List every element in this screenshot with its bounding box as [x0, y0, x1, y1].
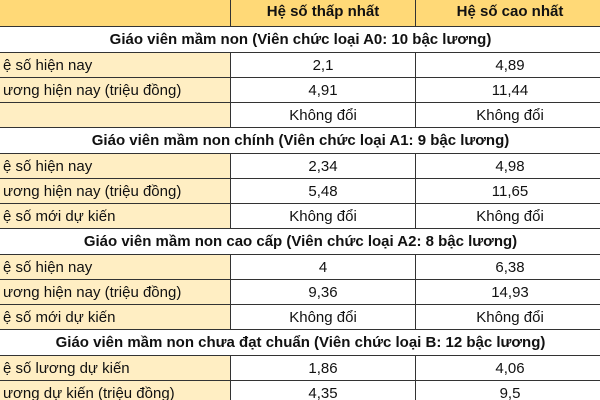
- table-header-row: [0, 0, 600, 27]
- table-row: [0, 78, 600, 103]
- table-row: [0, 280, 600, 305]
- min-coefficient-cell: 4,91: [231, 78, 416, 103]
- max-coefficient-cell: 4,06: [416, 356, 600, 381]
- table-row: [0, 179, 600, 204]
- header-min-coefficient: Hệ số thấp nhất: [231, 0, 416, 27]
- max-coefficient-cell: Không đổi: [416, 103, 600, 128]
- min-coefficient-cell: 9,36: [231, 280, 416, 305]
- max-coefficient-cell: 11,65: [416, 179, 600, 204]
- table-row: [0, 255, 600, 280]
- min-coefficient-cell: Không đổi: [231, 204, 416, 229]
- table-row: [0, 53, 600, 78]
- max-coefficient-cell: 4,89: [416, 53, 600, 78]
- max-coefficient-cell: 6,38: [416, 255, 600, 280]
- min-coefficient-cell: Không đổi: [231, 103, 416, 128]
- table-body: [0, 27, 600, 400]
- row-label: ương dự kiến (triệu đồng): [0, 381, 231, 400]
- row-label: [0, 103, 231, 128]
- row-label: ệ số mới dự kiến: [0, 204, 231, 229]
- max-coefficient-cell: 4,98: [416, 154, 600, 179]
- row-label: ương hiện nay (triệu đồng): [0, 78, 231, 103]
- min-coefficient-cell: 2,1: [231, 53, 416, 78]
- section-title: Giáo viên mầm non (Viên chức loại A0: 10 bậc lương): [0, 27, 600, 53]
- max-coefficient-cell: 11,44: [416, 78, 600, 103]
- header-max-coefficient: Hệ số cao nhất: [416, 0, 600, 27]
- row-label: ương hiện nay (triệu đồng): [0, 179, 231, 204]
- max-coefficient-cell: 9,5: [416, 381, 600, 400]
- table-row: [0, 356, 600, 381]
- row-label: ệ số mới dự kiến: [0, 305, 231, 330]
- min-coefficient-cell: 5,48: [231, 179, 416, 204]
- min-coefficient-cell: 2,34: [231, 154, 416, 179]
- section-title: Giáo viên mầm non chính (Viên chức loại A1: 9 bậc lương): [0, 128, 600, 154]
- min-coefficient-cell: 4: [231, 255, 416, 280]
- row-label: ệ số hiện nay: [0, 154, 231, 179]
- table-row: [0, 103, 600, 128]
- section-header-row: [0, 229, 600, 255]
- row-label: ệ số hiện nay: [0, 53, 231, 78]
- table-row: [0, 381, 600, 400]
- max-coefficient-cell: Không đổi: [416, 204, 600, 229]
- table-row: [0, 154, 600, 179]
- row-label: ương hiện nay (triệu đồng): [0, 280, 231, 305]
- section-header-row: [0, 27, 600, 53]
- section-title: Giáo viên mầm non cao cấp (Viên chức loại A2: 8 bậc lương): [0, 229, 600, 255]
- section-header-row: [0, 330, 600, 356]
- table-row: [0, 305, 600, 330]
- min-coefficient-cell: 1,86: [231, 356, 416, 381]
- row-label: ệ số hiện nay: [0, 255, 231, 280]
- min-coefficient-cell: Không đổi: [231, 305, 416, 330]
- section-title: Giáo viên mầm non chưa đạt chuẩn (Viên chức loại B: 12 bậc lương): [0, 330, 600, 356]
- max-coefficient-cell: 14,93: [416, 280, 600, 305]
- max-coefficient-cell: Không đổi: [416, 305, 600, 330]
- table-row: [0, 204, 600, 229]
- section-header-row: [0, 128, 600, 154]
- row-label: ệ số lương dự kiến: [0, 356, 231, 381]
- header-blank-cell: [0, 0, 231, 27]
- min-coefficient-cell: 4,35: [231, 381, 416, 400]
